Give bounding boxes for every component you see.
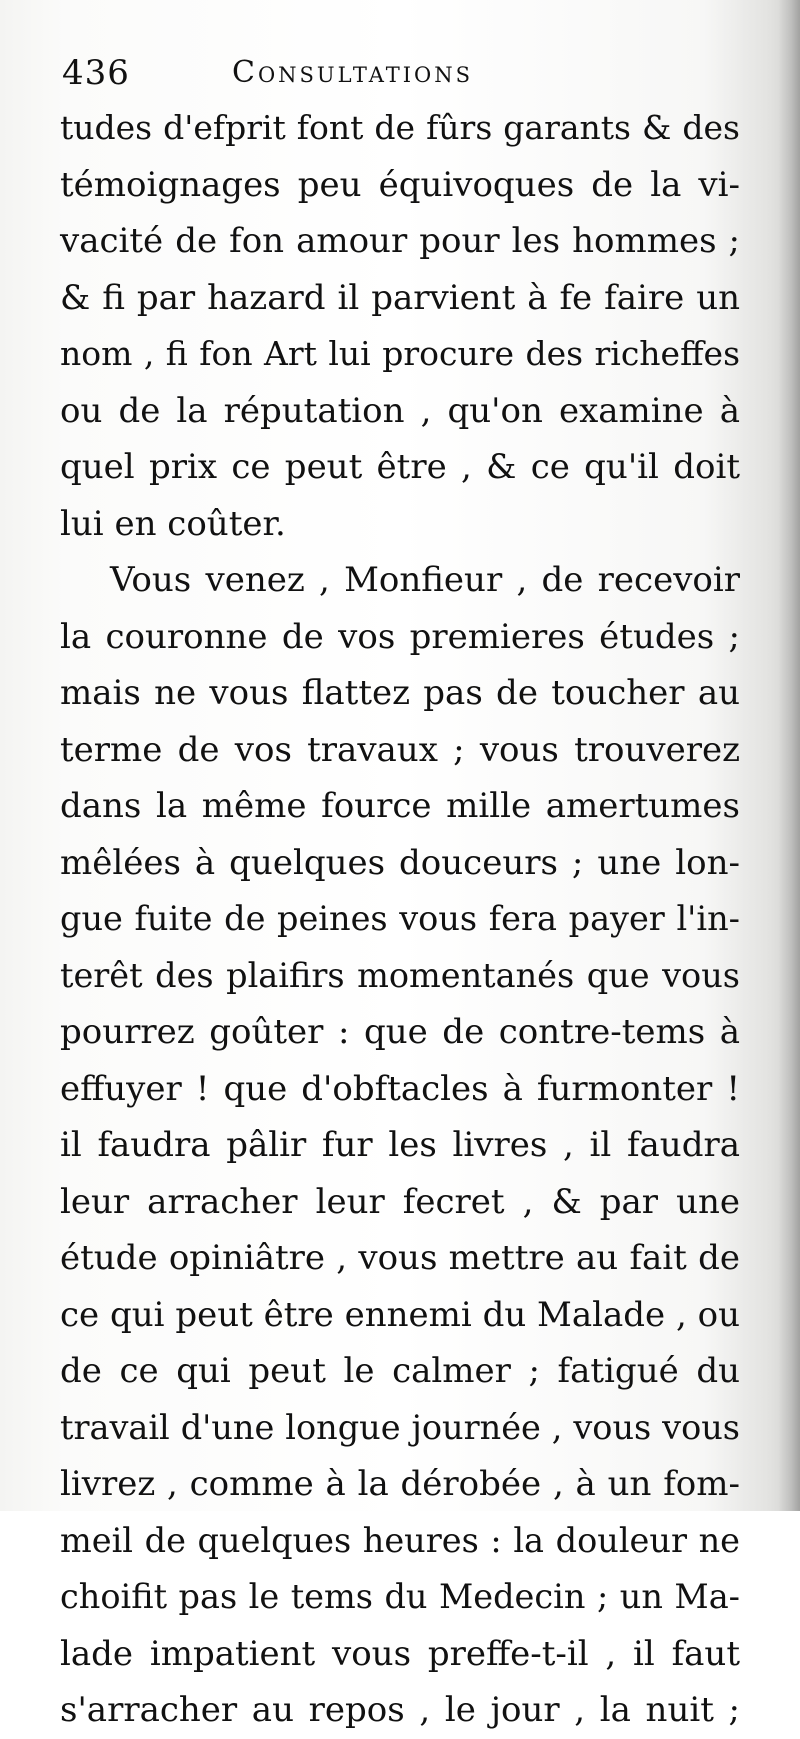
text-line: & fi par hazard il parvient à fe faire un (60, 277, 740, 318)
binding-shadow (778, 0, 800, 1511)
text-line: de ce qui peut le calmer ; fatigué du (60, 1351, 740, 1391)
text-line: mais ne vous flattez pas de toucher au (60, 673, 740, 713)
text-line: pourrez goûter : que de contre-tems à (60, 1012, 740, 1052)
text-line: effuyer ! que d'obftacles à furmonter ! (60, 1068, 740, 1109)
text-line: quel prix ce peut être , & ce qu'il doit (60, 447, 740, 487)
text-line: choifit pas le tems du Medecin ; un Ma- (60, 1577, 740, 1616)
text-line: terêt des plaifirs momentanés que vous (60, 955, 740, 995)
text-line: la couronne de vos premieres études ; (60, 616, 740, 657)
text-line: ce qui peut être ennemi du Malade , ou (60, 1294, 740, 1335)
text-line: travail d'une longue journée , vous vous (60, 1407, 740, 1447)
text-line: mêlées à quelques douceurs ; une lon- (60, 842, 740, 883)
text-line: témoignages peu équivoques de la vi- (60, 164, 740, 205)
text-line: vacité de fon amour pour les hommes ; (60, 221, 740, 261)
text-line: terme de vos travaux ; vous trouverez (60, 729, 740, 770)
text-line: nom , fi fon Art lui procure des richeffes (60, 334, 740, 373)
text-line: il faudra pâlir fur les livres , il faudra (60, 1125, 740, 1165)
page-number: 436 (62, 53, 130, 93)
running-head: Consultations (232, 55, 474, 90)
body-text (60, 100, 740, 1739)
text-line: ou de la réputation , qu'on examine à (60, 390, 740, 431)
text-line: s'arracher au repos , le jour , la nuit ; (60, 1690, 740, 1730)
text-line: lui en coûter. (60, 503, 286, 544)
text-line: livrez , comme à la dérobée , à un fom- (60, 1464, 740, 1504)
text-line: lade impatient vous preffe-t-il , il faut (60, 1633, 740, 1674)
text-line: leur arracher leur fecret , & par une (60, 1181, 740, 1222)
text-line: tudes d'efprit font de fûrs garants & des (60, 108, 740, 147)
text-line: étude opiniâtre , vous mettre au fait de (60, 1238, 740, 1278)
text-line: dans la même fource mille amertumes (60, 786, 740, 826)
text-line: Vous venez , Monfieur , de recevoir (110, 560, 740, 600)
text-line: meil de quelques heures : la douleur ne (60, 1520, 740, 1560)
page-header (62, 44, 742, 102)
text-line: gue fuite de peines vous fera payer l'in- (60, 899, 740, 938)
